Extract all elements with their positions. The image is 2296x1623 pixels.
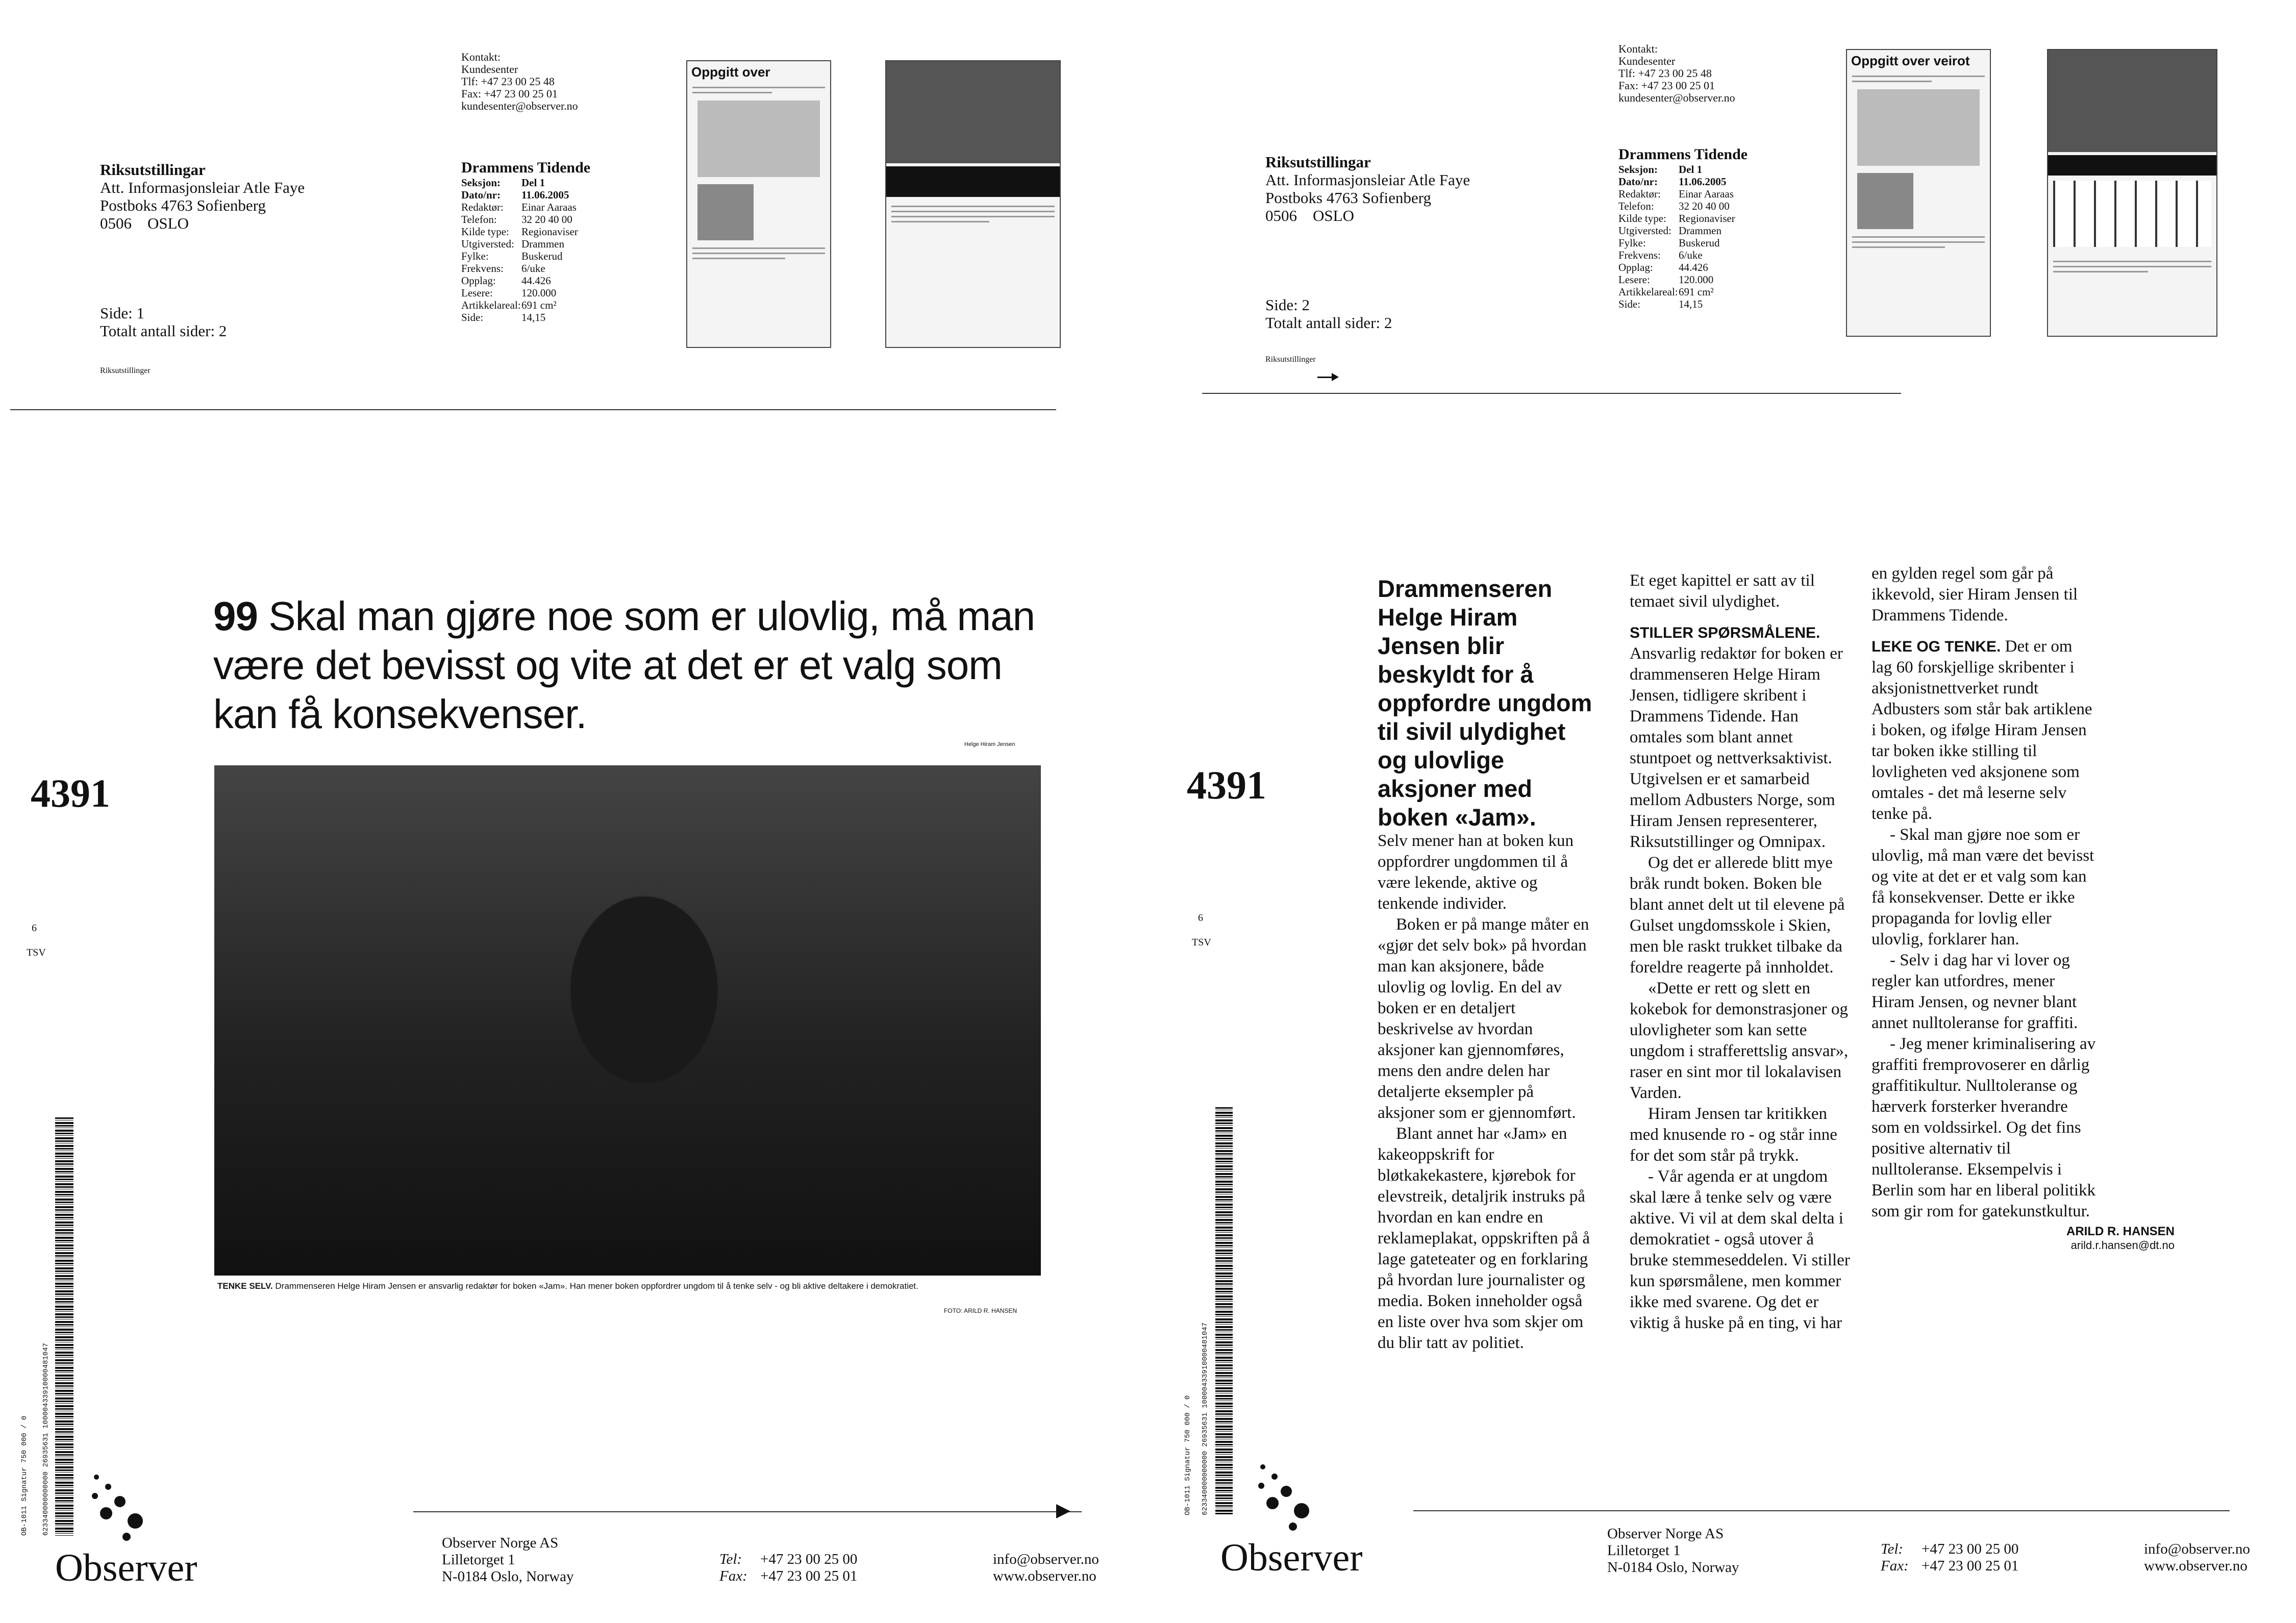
caption-text: Drammenseren Helge Hiram Jensen er ansvarlig redaktør for boken «Jam». Han mener boken oppfordrer ungdom til å tenke selv - og bli aktive deltakere i demokratiet. <box>275 1281 918 1291</box>
recipient-address <box>100 161 305 232</box>
recipient-zip: 0506 <box>100 214 132 232</box>
col3-paragraph: - Jeg mener kriminalisering av graffiti fremprovoserer en dårlig graffitikultur. Nulltoleranse og hærverk forsterker hverandre som en voldssirkel. Og det fins positive alternativ til nulltoleranse. Eksempelvis i Berlin som har en liberal politikk som gir rom for gatekunstkultur. <box>1871 1035 2096 1220</box>
meta-key: Artikkelareal: <box>1618 286 1678 298</box>
col3-intro: en gylden regel som går på ikkevold, sier Hiram Jensen til Drammens Tidende. <box>1871 564 2078 625</box>
total-pages: Totalt antall sider: 2 <box>100 322 227 340</box>
recipient-street: Postboks 4763 Sofienberg <box>100 196 266 214</box>
meta-value: 11.06.2005 <box>1679 176 1727 188</box>
thumbnail-page-a <box>1846 49 1991 337</box>
meta-value: Buskerud <box>1679 237 1720 249</box>
footer-phone-block <box>719 1551 857 1585</box>
meta-row <box>1618 224 1748 237</box>
footer-web-block <box>2144 1541 2250 1575</box>
meta-value: 44.426 <box>1679 261 1708 273</box>
footer-tel: +47 23 00 25 00 <box>1921 1541 2019 1557</box>
footer-email[interactable]: info@observer.no <box>2144 1541 2250 1557</box>
contact-tel: Tlf: +47 23 00 25 48 <box>461 75 555 88</box>
clip-number: 4391 <box>31 771 110 815</box>
meta-key: Lesere: <box>461 287 493 299</box>
footer-street: Lilletorget 1 <box>442 1552 515 1568</box>
meta-row <box>461 177 590 189</box>
barcode <box>1215 1107 1233 1515</box>
publication-meta <box>461 159 590 323</box>
header-divider <box>1202 393 1901 394</box>
col3-lead: LEKE OG TENKE. <box>1871 638 2001 655</box>
meta-row <box>461 238 590 250</box>
meta-value: 11.06.2005 <box>521 189 569 201</box>
col2-paragraph: «Dette er rett og slett en kokebok for demonstrasjoner og ulovligheter som kan sette ungdom i strafferettslig ansvar», raser en sint mor til lokalavisen Varden. <box>1630 979 1849 1102</box>
meta-row <box>1618 273 1748 286</box>
meta-key: Seksjon: <box>461 177 501 189</box>
footer-company: Observer Norge AS <box>1607 1526 1724 1542</box>
meta-row <box>461 287 590 299</box>
col2-paragraph: Og det er allerede blitt mye bråk rundt boken. Boken ble blant annet delt ut til elevene på Gulset ungdomsskole i Skien, men ble raskt trukket tilbake da foreldre reagerte på innholdet. <box>1630 854 1845 977</box>
byline-email[interactable]: arild.r.hansen@dt.no <box>2070 1239 2175 1252</box>
footer-fax: +47 23 00 25 01 <box>1921 1558 2019 1574</box>
article-column-1 <box>1378 831 1592 1354</box>
photo-caption <box>217 1281 1013 1291</box>
meta-value: 6/uke <box>1679 249 1703 261</box>
meta-key: Frekvens: <box>461 262 504 274</box>
meta-row <box>461 213 590 226</box>
meta-value: Drammen <box>521 238 564 250</box>
total-pages: Totalt antall sider: 2 <box>1265 314 1392 332</box>
barcode <box>55 1117 73 1536</box>
fax-label: Fax: <box>1881 1558 1909 1574</box>
header-divider <box>10 409 1056 410</box>
meta-value: 44.426 <box>521 274 551 287</box>
contact-heading: Kontakt: <box>461 51 501 63</box>
meta-value: 120.000 <box>521 287 557 299</box>
meta-row <box>461 299 590 311</box>
col2-paragraph: - Vår agenda er at ungdom skal lære å tenke selv og være aktive. Vi vil at dem skal delta i demokratiet - også utover å bruke stemmeseddelen. Vi stiller kun spørsmålene, men kommer ikke med svarene. Og det er viktig å huske på en ting, vi har <box>1630 1167 1850 1332</box>
pull-quote <box>213 592 1050 739</box>
tel-label: Tel: <box>1881 1541 1904 1557</box>
meta-key: Kilde type: <box>461 226 509 238</box>
footer-fax: +47 23 00 25 01 <box>760 1568 858 1584</box>
meta-row <box>461 201 590 213</box>
meta-value: 691 cm² <box>1679 286 1714 298</box>
side-stamp: OB-1011 Signatur 750 000 / 0 <box>20 1415 29 1536</box>
meta-row <box>1618 212 1748 224</box>
meta-value: Buskerud <box>521 250 563 262</box>
meta-value: Regionaviser <box>521 226 578 238</box>
meta-key: Opplag: <box>1618 261 1653 273</box>
col3-paragraph: - Selv i dag har vi lover og regler kan utfordres, mener Hiram Jensen, og nevner blant annet nulltoleranse for graffiti. <box>1871 951 2078 1032</box>
clip-small-number: 6 <box>32 922 37 934</box>
footer-web[interactable]: www.observer.no <box>993 1568 1096 1584</box>
thumbnail-title: Oppgitt over veirot <box>1851 53 1970 68</box>
contact-email[interactable]: kundesenter@observer.no <box>1618 91 1735 104</box>
quote-attribution: Helge Hiram Jensen <box>964 741 1015 747</box>
meta-value: 32 20 40 00 <box>1679 200 1730 212</box>
meta-key: Utgiversted: <box>461 238 514 250</box>
meta-value: Einar Aaraas <box>521 201 577 213</box>
meta-value: 32 20 40 00 <box>521 213 572 226</box>
fax-label: Fax: <box>719 1568 747 1584</box>
page-count <box>100 304 227 340</box>
recipient-zip: 0506 <box>1265 207 1297 224</box>
col2-lead-text: Ansvarlig redaktør for boken er drammenseren Helge Hiram Jensen, tidligere skribent i Drammens Tidende. Han omtales som blant annet stuntpoet og nettverksaktivist. Utgivelsen er et samarbeid mellom Adbusters Norge, som Hiram Jensen representerer, Riksutstillinger og Omnipax. <box>1630 644 1843 851</box>
publication-name: Drammens Tidende <box>1618 146 1748 163</box>
recipient-address <box>1265 153 1470 224</box>
meta-row <box>461 250 590 262</box>
footer-company: Observer Norge AS <box>442 1535 559 1551</box>
meta-row <box>1618 298 1748 310</box>
observer-logo: Observer <box>55 1546 197 1589</box>
meta-key: Utgiversted: <box>1618 224 1671 237</box>
col2-lead: STILLER SPØRSMÅLENE. <box>1630 625 1820 641</box>
meta-row <box>1618 188 1748 200</box>
meta-row <box>1618 249 1748 261</box>
clipping-page-2 <box>1148 0 2296 1623</box>
meta-row <box>1618 261 1748 273</box>
col2-paragraph: Hiram Jensen tar kritikken med knusende ro - og står inne for det som står på trykk. <box>1630 1105 1837 1165</box>
recipient-city: OSLO <box>1313 207 1354 224</box>
observer-logo-dots-icon <box>1253 1459 1314 1536</box>
meta-key: Frekvens: <box>1618 249 1661 261</box>
article-column-2 <box>1630 570 1854 1334</box>
contact-dept: Kundesenter <box>1618 55 1676 67</box>
barcode-text: 623340000000000 26935631 10000433910000481047 <box>1201 1322 1209 1515</box>
publication-rows <box>461 177 590 323</box>
col2-intro: Et eget kapittel er satt av til temaet sivil ulydighet. <box>1630 571 1815 611</box>
meta-row <box>461 226 590 238</box>
meta-key: Side: <box>1618 298 1641 310</box>
meta-key: Dato/nr: <box>1618 176 1658 188</box>
contact-fax: Fax: +47 23 00 25 01 <box>1618 79 1715 92</box>
meta-key: Redaktør: <box>1618 188 1661 200</box>
publication-name: Drammens Tidende <box>461 159 591 176</box>
footer-divider <box>413 1511 1082 1512</box>
meta-row <box>461 311 590 323</box>
meta-key: Telefon: <box>1618 200 1654 212</box>
meta-key: Opplag: <box>461 274 496 287</box>
col1-paragraph: Blant annet har «Jam» en kakeoppskrift for bløtkakekastere, kjørebok for elevstreik, detaljrik instruks på hvordan en kan endre en reklameplakat, oppskriften på å lage gateteater og en forklaring på hvordan lure journalister og media. Boken inneholder også en liste over hva som skjer om du blir tatt av politiet. <box>1378 1125 1590 1352</box>
meta-row <box>461 189 590 201</box>
clip-code: TSV <box>1192 937 1211 948</box>
meta-key: Lesere: <box>1618 273 1650 286</box>
meta-key: Telefon: <box>461 213 497 226</box>
byline-name: ARILD R. HANSEN <box>2066 1225 2175 1238</box>
clip-small-number: 6 <box>1198 912 1203 923</box>
quote-mark: 99 <box>213 593 258 639</box>
tel-label: Tel: <box>719 1551 742 1567</box>
meta-value: Del 1 <box>1679 163 1703 176</box>
recipient-street: Postboks 4763 Sofienberg <box>1265 189 1431 207</box>
barcode-text: 623340000000000 26935631 10000433910000481047 <box>42 1342 50 1536</box>
meta-row <box>1618 237 1748 249</box>
caption-lead: TENKE SELV. <box>217 1281 273 1291</box>
meta-key: Side: <box>461 311 484 323</box>
contact-block <box>1618 43 1735 104</box>
meta-row <box>1618 176 1748 188</box>
arrow-right-icon <box>1056 1504 1070 1518</box>
observer-logo-dots-icon <box>87 1469 148 1546</box>
recipient-city: OSLO <box>147 214 189 232</box>
meta-row <box>1618 286 1748 298</box>
contact-tel: Tlf: +47 23 00 25 48 <box>1618 67 1712 80</box>
meta-value: 14,15 <box>1679 298 1703 310</box>
photo-credit: FOTO: ARILD R. HANSEN <box>944 1307 1017 1314</box>
col3-paragraph: - Skal man gjøre noe som er ulovlig, må man være det bevisst og vite at det er et valg som kan få konsekvenser. Dette er ikke propaganda for lovlig eller ulovlig, forklarer han. <box>1871 826 2094 948</box>
footer-city: N-0184 Oslo, Norway <box>442 1568 574 1585</box>
recipient-org: Riksutstillingar <box>1265 153 1371 171</box>
footer-company-block <box>442 1535 574 1585</box>
meta-value: Regionaviser <box>1679 212 1735 224</box>
footer-city: N-0184 Oslo, Norway <box>1607 1559 1739 1576</box>
recipient-attn: Att. Informasjonsleiar Atle Faye <box>1265 171 1470 189</box>
thumbnail-title: Oppgitt over <box>691 64 770 80</box>
col3-lead-text: Det er om lag 60 forskjellige skribenter i aksjonistnettverket rundt Adbusters som står bak artiklene i boken, og ifølge Hiram Jensen tar boken ikke stilling til lovligheten ved aksjonene som omtales - det må leserne selv tenke på. <box>1871 637 2092 823</box>
meta-key: Seksjon: <box>1618 163 1658 176</box>
meta-value: Einar Aaraas <box>1679 188 1734 200</box>
footer-street: Lilletorget 1 <box>1607 1542 1681 1559</box>
contact-fax: Fax: +47 23 00 25 01 <box>461 87 558 100</box>
meta-value: Drammen <box>1679 224 1721 237</box>
meta-key: Artikkelareal: <box>461 299 521 311</box>
meta-key: Fylke: <box>1618 237 1646 249</box>
thumbnail-page-a <box>686 60 831 348</box>
clip-number: 4391 <box>1187 763 1266 807</box>
contact-dept: Kundesenter <box>461 63 518 76</box>
meta-key: Kilde type: <box>1618 212 1666 224</box>
meta-row <box>461 274 590 287</box>
footer-web-block <box>993 1551 1099 1585</box>
contact-block <box>461 51 578 112</box>
contact-heading: Kontakt: <box>1618 42 1658 55</box>
side-number: Side: 2 <box>1265 296 1310 314</box>
meta-key: Dato/nr: <box>461 189 501 201</box>
footer-tel: +47 23 00 25 00 <box>760 1551 858 1567</box>
recipient-org: Riksutstillingar <box>100 161 206 179</box>
clip-code: TSV <box>27 947 46 958</box>
recipient-attn: Att. Informasjonsleiar Atle Faye <box>100 179 305 196</box>
meta-value: Del 1 <box>521 177 545 189</box>
article-photo <box>214 765 1041 1276</box>
article-byline <box>2066 1225 2175 1252</box>
observer-logo: Observer <box>1220 1536 1363 1579</box>
client-tag: Riksutstillinger <box>100 366 151 375</box>
client-tag: Riksutstillinger <box>1265 355 1316 364</box>
footer-phone-block <box>1881 1541 2018 1575</box>
col1-paragraph: Boken er på mange måter en «gjør det selv bok» på hvordan man kan aksjonere, både ulovlig og lovlig. En del av boken er en detaljert beskrivelse av hvordan aksjoner kan gjennomføres, mens den andre delen har detaljerte eksempler på aksjoner som er gjennomført. <box>1378 915 1589 1122</box>
page-count <box>1265 296 1392 332</box>
footer-email[interactable]: info@observer.no <box>993 1551 1099 1567</box>
meta-value: 6/uke <box>521 262 545 274</box>
meta-value: 691 cm² <box>521 299 557 311</box>
meta-row <box>1618 200 1748 212</box>
side-stamp: OB-1011 Signatur 750 000 / 0 <box>1184 1395 1192 1515</box>
meta-key: Fylke: <box>461 250 489 262</box>
article-column-3 <box>1871 563 2096 1222</box>
footer-divider <box>1413 1510 2230 1511</box>
arrow-right-icon <box>1317 377 1333 378</box>
meta-row <box>1618 163 1748 176</box>
contact-email[interactable]: kundesenter@observer.no <box>461 99 578 112</box>
quote-text: Skal man gjøre noe som er ulovlig, må man være det bevisst og vite at det er et valg som kan få konsekvenser. <box>213 593 1035 737</box>
meta-value: 120.000 <box>1679 273 1714 286</box>
side-number: Side: 1 <box>100 304 144 322</box>
publication-meta <box>1618 146 1748 310</box>
meta-value: 14,15 <box>521 311 546 323</box>
publication-rows <box>1618 163 1748 310</box>
col1-paragraph: Selv mener han at boken kun oppfordrer ungdommen til å være lekende, aktive og tenkende individer. <box>1378 832 1574 913</box>
thumbnail-page-b <box>2047 49 2217 337</box>
footer-company-block <box>1607 1526 1739 1576</box>
thumbnail-page-b <box>885 60 1061 348</box>
meta-key: Redaktør: <box>461 201 504 213</box>
meta-row <box>461 262 590 274</box>
footer-web[interactable]: www.observer.no <box>2144 1558 2248 1574</box>
article-headline: Drammenseren Helge Hiram Jensen blir beskyldt for å oppfordre ungdom til sivil ulydighet og ulovlige aksjoner med boken «Jam». <box>1378 575 1592 831</box>
